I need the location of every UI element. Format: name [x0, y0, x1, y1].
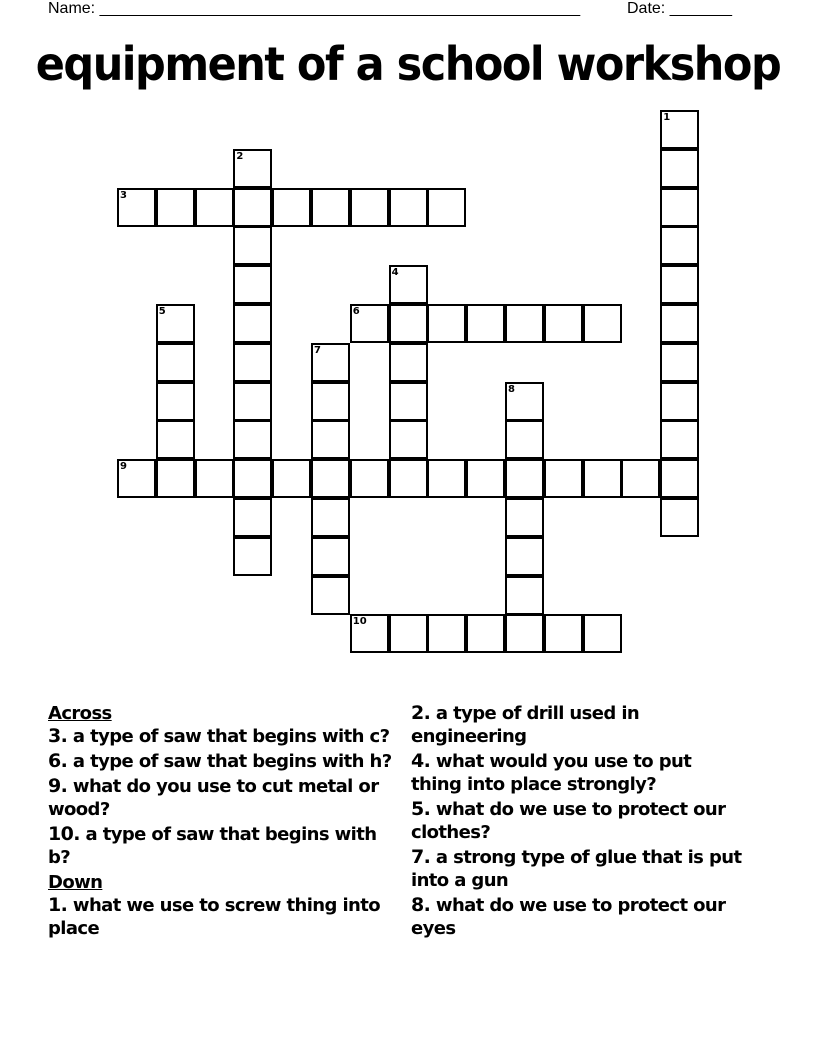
clue-item-number: 8. [411, 894, 431, 916]
crossword-cell[interactable] [233, 498, 272, 537]
crossword-cell[interactable] [505, 614, 544, 653]
down-clue-list [48, 894, 403, 940]
crossword-cell[interactable] [233, 420, 272, 459]
crossword-cell[interactable] [311, 188, 350, 227]
crossword-cell[interactable] [660, 498, 699, 537]
crossword-cell[interactable] [660, 226, 699, 265]
clue-item-text: a strong type of glue that is put into a gun [411, 847, 742, 891]
clue-item-text: what would you use to put thing into place strongly? [411, 751, 692, 795]
crossword-cell[interactable] [544, 614, 583, 653]
crossword-cell[interactable] [389, 265, 428, 304]
clue-item [411, 798, 746, 844]
crossword-cell[interactable] [466, 304, 505, 343]
crossword-cell[interactable] [350, 459, 389, 498]
clue-item [411, 846, 746, 892]
crossword-cell[interactable] [660, 382, 699, 421]
crossword-cell[interactable] [311, 576, 350, 615]
clue-item-text: what do we use to protect our clothes? [411, 799, 726, 843]
clues-left-column [48, 702, 403, 942]
crossword-cell[interactable] [505, 459, 544, 498]
crossword-cell[interactable] [389, 382, 428, 421]
clue-item-text: what do we use to protect our eyes [411, 895, 726, 939]
crossword-cell[interactable] [389, 188, 428, 227]
clue-item-number: 5. [411, 798, 431, 820]
crossword-cell[interactable] [195, 188, 234, 227]
clue-item [48, 894, 403, 940]
crossword-cell[interactable] [233, 265, 272, 304]
crossword-cell[interactable] [272, 459, 311, 498]
clue-item-text: what do you use to cut metal or wood? [48, 776, 379, 820]
crossword-cell[interactable] [233, 343, 272, 382]
clue-number: 7 [314, 344, 321, 356]
crossword-cell[interactable] [156, 343, 195, 382]
crossword-cell[interactable] [660, 343, 699, 382]
down-clue-list-continued [411, 702, 746, 940]
clue-number: 9 [120, 461, 127, 473]
crossword-cell[interactable] [156, 382, 195, 421]
crossword-cell[interactable] [427, 188, 466, 227]
across-heading: Across [48, 703, 112, 724]
crossword-cell[interactable] [311, 420, 350, 459]
clues-right-column [411, 702, 746, 942]
crossword-cell[interactable] [350, 304, 389, 343]
crossword-cell[interactable] [505, 304, 544, 343]
crossword-cell[interactable] [311, 382, 350, 421]
date-field: Date: _______ [627, 0, 732, 17]
crossword-cell[interactable] [427, 459, 466, 498]
crossword-cell[interactable] [505, 382, 544, 421]
clue-item-text: a type of saw that begins with b? [48, 824, 377, 868]
crossword-cell[interactable] [233, 226, 272, 265]
crossword-cell[interactable] [233, 149, 272, 188]
clue-item-number: 7. [411, 846, 431, 868]
clue-number: 6 [352, 306, 360, 317]
crossword-cell[interactable] [233, 382, 272, 421]
crossword-cell[interactable] [389, 343, 428, 382]
clue-item-text: a type of saw that begins with h? [67, 751, 392, 772]
crossword-cell[interactable] [311, 459, 350, 498]
crossword-cell[interactable] [156, 188, 195, 227]
crossword-cell[interactable] [195, 459, 234, 498]
crossword-cell[interactable] [389, 459, 428, 498]
crossword-cell[interactable] [156, 420, 195, 459]
clue-item-number: 4. [411, 750, 431, 772]
page-title: equipment of a school workshop [35, 38, 781, 92]
crossword-cell[interactable] [505, 537, 544, 576]
crossword-cell[interactable] [389, 420, 428, 459]
clue-number: 1 [663, 112, 671, 123]
clue-number: 3 [120, 189, 127, 201]
crossword-cell[interactable] [660, 265, 699, 304]
crossword-cell[interactable] [660, 110, 699, 149]
name-field: Name: ______________________________________________________ [48, 0, 581, 17]
crossword-cell[interactable] [583, 459, 622, 498]
crossword-cell[interactable] [389, 614, 428, 653]
crossword-cell[interactable] [544, 304, 583, 343]
crossword-cell[interactable] [311, 343, 350, 382]
crossword-cell[interactable] [544, 459, 583, 498]
crossword-cell[interactable] [311, 498, 350, 537]
clue-number: 10 [352, 616, 367, 628]
crossword-cell[interactable] [233, 537, 272, 576]
clue-item-number: 1. [48, 894, 68, 916]
crossword-cell[interactable] [427, 614, 466, 653]
crossword-cell[interactable] [350, 188, 389, 227]
crossword-cell[interactable] [505, 498, 544, 537]
clue-item [411, 702, 746, 748]
clue-item-number: 2. [411, 702, 431, 724]
clue-item [411, 750, 746, 796]
crossword-cell[interactable] [117, 459, 156, 498]
clue-item-number: 9. [48, 775, 68, 797]
crossword-cell[interactable] [156, 304, 195, 343]
clue-item [48, 725, 403, 748]
crossword-cell[interactable] [272, 188, 311, 227]
clue-item-number: 6. [48, 750, 68, 772]
across-clue-list [48, 725, 403, 869]
crossword-cell[interactable] [466, 614, 505, 653]
crossword-cell[interactable] [233, 459, 272, 498]
crossword-cell[interactable] [350, 614, 389, 653]
clue-item-text: a type of saw that begins with c? [67, 726, 390, 747]
crossword-cell[interactable] [389, 304, 428, 343]
clue-number: 4 [391, 267, 399, 279]
clue-item-text: what we use to screw thing into place [48, 895, 380, 939]
clue-item-number: 10. [48, 823, 80, 845]
clue-item [48, 775, 403, 821]
clue-number: 5 [158, 306, 166, 317]
clue-item [48, 750, 403, 773]
crossword-cell[interactable] [660, 304, 699, 343]
crossword-cell[interactable] [156, 459, 195, 498]
clue-item [48, 823, 403, 869]
down-heading: Down [48, 872, 103, 893]
crossword-cell[interactable] [427, 304, 466, 343]
clue-item-text: a type of drill used in engineering [411, 703, 640, 747]
crossword-cell[interactable] [117, 188, 156, 227]
crossword-cell[interactable] [660, 420, 699, 459]
clue-item [411, 894, 746, 940]
crossword-cell[interactable] [621, 459, 660, 498]
crossword-cell[interactable] [311, 537, 350, 576]
crossword-cell[interactable] [660, 149, 699, 188]
crossword-cell[interactable] [660, 459, 699, 498]
crossword-cell[interactable] [660, 188, 699, 227]
clue-item-number: 3. [48, 725, 68, 747]
crossword-cell[interactable] [505, 420, 544, 459]
crossword-cell[interactable] [233, 304, 272, 343]
crossword-cell[interactable] [583, 614, 622, 653]
clue-number: 8 [508, 383, 515, 395]
crossword-cell[interactable] [466, 459, 505, 498]
crossword-cell[interactable] [505, 576, 544, 615]
crossword-cell[interactable] [233, 188, 272, 227]
crossword-cell[interactable] [583, 304, 622, 343]
clue-number: 2 [236, 150, 244, 162]
